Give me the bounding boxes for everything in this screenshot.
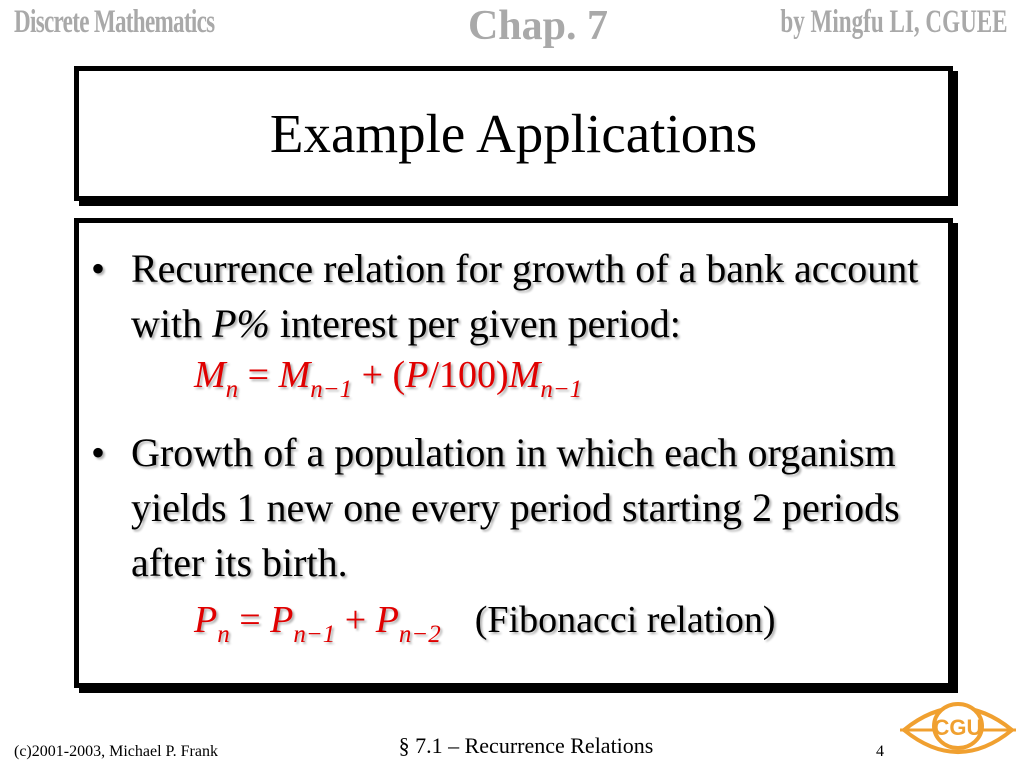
bullet-marker: • [91,246,106,291]
course-name: Discrete Mathematics [14,4,215,40]
equation-fibonacci [194,598,776,648]
logo-text: CGU [933,715,983,740]
eq-operator: = [229,599,271,641]
eq-subscript: n−2 [398,621,441,648]
eq-operator: + ( [352,354,406,396]
bullet-emphasis: P% [212,301,270,346]
eq-term: P [270,599,294,641]
bullet-item-population [91,425,931,590]
eq-subscript: n−1 [540,376,583,403]
fibonacci-note: (Fibonacci relation) [474,599,776,641]
bullet-text-part: Recurrence relation for growth of a bank account with [131,246,919,346]
eq-subscript: n−1 [310,376,353,403]
university-logo-icon [900,684,1016,760]
bullet-text-part: interest per given period: [269,301,681,346]
slide-title: Example Applications [269,103,758,164]
content-box [74,218,953,688]
eq-term: M [194,354,226,396]
eq-operator: = [238,354,279,396]
equation-bank-growth [194,353,583,403]
eq-term: P [405,354,429,396]
chapter-label: Chap. 7 [467,3,609,49]
bullet-text [91,241,931,351]
eq-term: P [375,599,399,641]
eq-subscript: n−1 [293,621,336,648]
bullet-text: Growth of a population in which each organism yields 1 new one every period starting 2 periods after its birth. [131,430,900,585]
title-box [74,66,953,201]
eq-subscript: n [217,621,230,648]
author-label: by Mingfu LI, CGUEE [780,4,1008,40]
bullet-marker: • [91,430,106,475]
section-footer: § 7.1 – Recurrence Relations [398,733,654,758]
eq-term: M [278,354,311,396]
copyright-footer: (c)2001-2003, Michael P. Frank [14,743,218,760]
eq-term: P [194,599,218,641]
eq-term: M [508,354,541,396]
bullet-item-bank [91,241,931,351]
eq-operator: /100) [428,354,509,396]
eq-subscript: n [225,376,239,403]
eq-operator: + [335,599,376,641]
page-number: 4 [876,743,884,760]
